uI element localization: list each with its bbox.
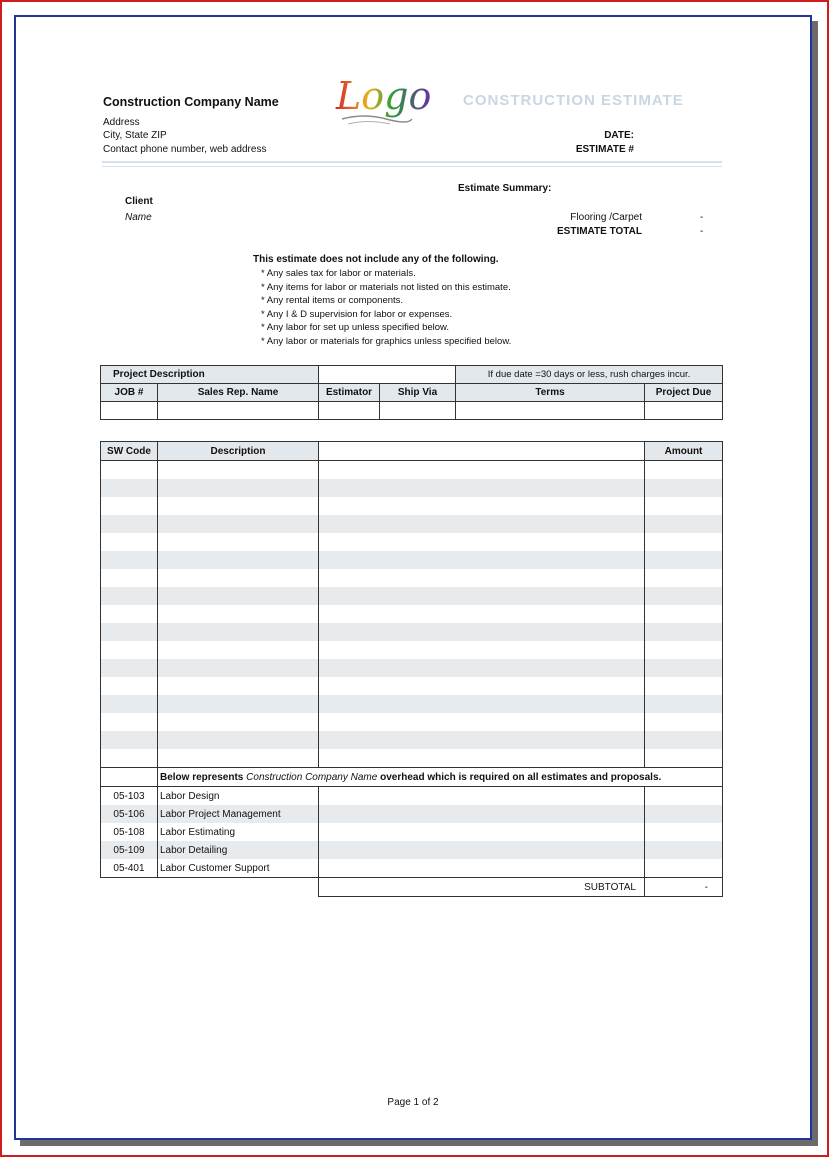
- detail-cell[interactable]: [319, 497, 645, 515]
- code-cell[interactable]: [101, 623, 158, 641]
- exclusion-item: * Any rental items or components.: [261, 295, 404, 306]
- labor-row: [101, 787, 723, 806]
- detail-cell[interactable]: [319, 641, 645, 659]
- summary-line-value: -: [700, 212, 704, 223]
- detail-cell[interactable]: [319, 695, 645, 713]
- amount-cell[interactable]: [645, 551, 723, 569]
- exclusions-heading: This estimate does not include any of the following.: [253, 254, 499, 265]
- code-cell[interactable]: [101, 497, 158, 515]
- desc-cell[interactable]: [158, 569, 319, 587]
- amount-cell[interactable]: [645, 677, 723, 695]
- amount-cell[interactable]: [645, 695, 723, 713]
- amount-cell[interactable]: [645, 479, 723, 497]
- table-row: [101, 623, 723, 641]
- estimate-total-label: ESTIMATE TOTAL: [557, 226, 642, 237]
- header-divider-thin: [102, 166, 722, 167]
- table-row: [101, 569, 723, 587]
- labor-amount[interactable]: [645, 805, 723, 823]
- table-row: [101, 479, 723, 497]
- amount-cell[interactable]: [645, 641, 723, 659]
- subtotal-spacer: [158, 878, 319, 897]
- labor-detail[interactable]: [319, 841, 645, 859]
- table-row: [101, 551, 723, 569]
- detail-cell[interactable]: [319, 551, 645, 569]
- col-amount: Amount: [645, 442, 723, 461]
- subtotal-row: [101, 878, 723, 897]
- labor-amount[interactable]: [645, 823, 723, 841]
- ship-via-cell[interactable]: [380, 402, 456, 420]
- sales-rep-cell[interactable]: [158, 402, 319, 420]
- amount-cell[interactable]: [645, 587, 723, 605]
- terms-cell[interactable]: [456, 402, 645, 420]
- table-row: [101, 695, 723, 713]
- company-contact: Contact phone number, web address: [103, 144, 267, 155]
- detail-cell[interactable]: [319, 623, 645, 641]
- table-row: [101, 659, 723, 677]
- note-code-cell: [101, 768, 158, 787]
- desc-cell[interactable]: [158, 515, 319, 533]
- labor-code: 05-108: [101, 823, 158, 841]
- col-blank: [319, 442, 645, 461]
- client-name: Name: [125, 212, 152, 223]
- header-divider: [102, 161, 722, 163]
- labor-code: 05-401: [101, 859, 158, 878]
- col-project-due: Project Due: [645, 384, 723, 402]
- desc-cell[interactable]: [158, 731, 319, 749]
- code-cell[interactable]: [101, 551, 158, 569]
- labor-code: 05-109: [101, 841, 158, 859]
- detail-cell[interactable]: [319, 587, 645, 605]
- amount-cell[interactable]: [645, 623, 723, 641]
- table-row: [101, 731, 723, 749]
- code-cell[interactable]: [101, 605, 158, 623]
- overhead-note-suffix: overhead which is required on all estimates and proposals.: [377, 771, 662, 783]
- labor-desc: Labor Project Management: [158, 805, 319, 823]
- labor-detail[interactable]: [319, 805, 645, 823]
- desc-cell[interactable]: [158, 461, 319, 480]
- labor-row: [101, 805, 723, 823]
- company-address: Address: [103, 117, 140, 128]
- detail-cell[interactable]: [319, 731, 645, 749]
- table-row: [101, 641, 723, 659]
- job-number-cell[interactable]: [101, 402, 158, 420]
- labor-code: 05-106: [101, 805, 158, 823]
- amount-cell[interactable]: [645, 713, 723, 731]
- code-cell[interactable]: [101, 533, 158, 551]
- detail-cell[interactable]: [319, 569, 645, 587]
- desc-cell[interactable]: [158, 551, 319, 569]
- detail-cell[interactable]: [319, 461, 645, 480]
- code-cell[interactable]: [101, 587, 158, 605]
- code-cell[interactable]: [101, 749, 158, 768]
- detail-cell[interactable]: [319, 659, 645, 677]
- document-title: CONSTRUCTION ESTIMATE: [463, 92, 684, 109]
- labor-desc: Labor Detailing: [158, 841, 319, 859]
- table-row: [101, 749, 723, 768]
- logo-swoosh2-icon: [348, 122, 390, 125]
- client-label: Client: [125, 196, 153, 207]
- amount-cell[interactable]: [645, 515, 723, 533]
- company-name: Construction Company Name: [103, 95, 279, 109]
- labor-detail[interactable]: [319, 823, 645, 841]
- date-label: DATE:: [604, 130, 634, 141]
- table-row: [101, 461, 723, 480]
- table-row: [101, 497, 723, 515]
- table-row: [101, 605, 723, 623]
- desc-cell[interactable]: [158, 713, 319, 731]
- exclusion-item: * Any I & D supervision for labor or expenses.: [261, 308, 453, 320]
- desc-cell[interactable]: [158, 587, 319, 605]
- labor-amount[interactable]: [645, 859, 723, 878]
- col-terms: Terms: [456, 384, 645, 402]
- company-city: City, State ZIP: [103, 130, 167, 141]
- amount-cell[interactable]: [645, 569, 723, 587]
- overhead-note-company: Construction Company Name: [246, 771, 378, 783]
- estimator-cell[interactable]: [319, 402, 380, 420]
- labor-desc: Labor Design: [158, 787, 319, 806]
- code-cell[interactable]: [101, 659, 158, 677]
- table-row: [101, 533, 723, 551]
- labor-row: [101, 859, 723, 878]
- labor-detail[interactable]: [319, 787, 645, 806]
- code-cell[interactable]: [101, 713, 158, 731]
- page-number: Page 1 of 2: [387, 1097, 439, 1108]
- code-cell[interactable]: [101, 677, 158, 695]
- desc-cell[interactable]: [158, 695, 319, 713]
- detail-cell[interactable]: [319, 713, 645, 731]
- amount-cell[interactable]: [645, 533, 723, 551]
- detail-cell[interactable]: [319, 533, 645, 551]
- logo-image: [334, 69, 432, 129]
- table-row: [101, 515, 723, 533]
- exclusion-item: * Any labor or materials for graphics unless specified below.: [261, 335, 512, 347]
- desc-cell[interactable]: [158, 533, 319, 551]
- labor-row: [101, 823, 723, 841]
- amount-cell[interactable]: [645, 731, 723, 749]
- project-due-cell[interactable]: [645, 402, 723, 420]
- code-cell[interactable]: [101, 641, 158, 659]
- exclusions-list: [261, 267, 511, 348]
- amount-cell[interactable]: [645, 605, 723, 623]
- desc-cell[interactable]: [158, 659, 319, 677]
- table-row: [101, 587, 723, 605]
- col-sw-code: SW Code: [101, 442, 158, 461]
- exclusion-item: * Any sales tax for labor or materials.: [261, 268, 416, 279]
- detail-cell[interactable]: [319, 515, 645, 533]
- desc-cell[interactable]: [158, 497, 319, 515]
- labor-desc: Labor Customer Support: [158, 859, 319, 878]
- detail-cell[interactable]: [319, 605, 645, 623]
- code-cell[interactable]: [101, 479, 158, 497]
- summary-heading: Estimate Summary:: [458, 183, 552, 194]
- project-info-table: [100, 365, 723, 420]
- desc-cell[interactable]: [158, 605, 319, 623]
- col-description: Description: [158, 442, 319, 461]
- code-cell[interactable]: [101, 695, 158, 713]
- labor-code: 05-103: [101, 787, 158, 806]
- exclusion-item: * Any labor for set up unless specified below.: [261, 322, 450, 333]
- labor-amount[interactable]: [645, 787, 723, 806]
- detail-cell[interactable]: [319, 479, 645, 497]
- table-row: [101, 713, 723, 731]
- desc-cell[interactable]: [158, 677, 319, 695]
- col-ship-via: Ship Via: [380, 384, 456, 402]
- labor-row: [101, 841, 723, 859]
- subtotal-value: -: [645, 878, 723, 897]
- col-estimator: Estimator: [319, 384, 380, 402]
- summary-line-label: Flooring /Carpet: [570, 212, 642, 223]
- subtotal-label: SUBTOTAL: [319, 878, 645, 897]
- labor-amount[interactable]: [645, 841, 723, 859]
- amount-cell[interactable]: [645, 659, 723, 677]
- detail-cell[interactable]: [319, 677, 645, 695]
- code-cell[interactable]: [101, 515, 158, 533]
- desc-cell[interactable]: [158, 749, 319, 768]
- subtotal-spacer: [101, 878, 158, 897]
- document-page: [14, 15, 812, 1140]
- desc-cell[interactable]: [158, 623, 319, 641]
- table-row: [101, 677, 723, 695]
- detail-cell[interactable]: [319, 749, 645, 768]
- col-sales-rep: Sales Rep. Name: [158, 384, 319, 402]
- project-description-label: Project Description: [101, 366, 319, 384]
- amount-cell[interactable]: [645, 749, 723, 768]
- rush-note: If due date =30 days or less, rush charges incur.: [456, 366, 723, 384]
- overhead-note-prefix: Below represents: [160, 771, 247, 783]
- labor-detail[interactable]: [319, 859, 645, 878]
- amount-cell[interactable]: [645, 461, 723, 480]
- code-cell[interactable]: [101, 461, 158, 480]
- overhead-note: [158, 768, 723, 787]
- project-description-value[interactable]: [319, 366, 456, 384]
- logo-text: Logo: [336, 74, 432, 118]
- labor-desc: Labor Estimating: [158, 823, 319, 841]
- estimate-number-label: ESTIMATE #: [575, 144, 634, 155]
- col-job-number: JOB #: [101, 384, 158, 402]
- desc-cell[interactable]: [158, 479, 319, 497]
- desc-cell[interactable]: [158, 641, 319, 659]
- overhead-note-row: [101, 768, 723, 787]
- estimate-total-value: -: [700, 226, 704, 237]
- amount-cell[interactable]: [645, 497, 723, 515]
- code-cell[interactable]: [101, 569, 158, 587]
- line-items-table: [100, 441, 723, 897]
- code-cell[interactable]: [101, 731, 158, 749]
- exclusion-item: * Any items for labor or materials not listed on this estimate.: [261, 281, 511, 293]
